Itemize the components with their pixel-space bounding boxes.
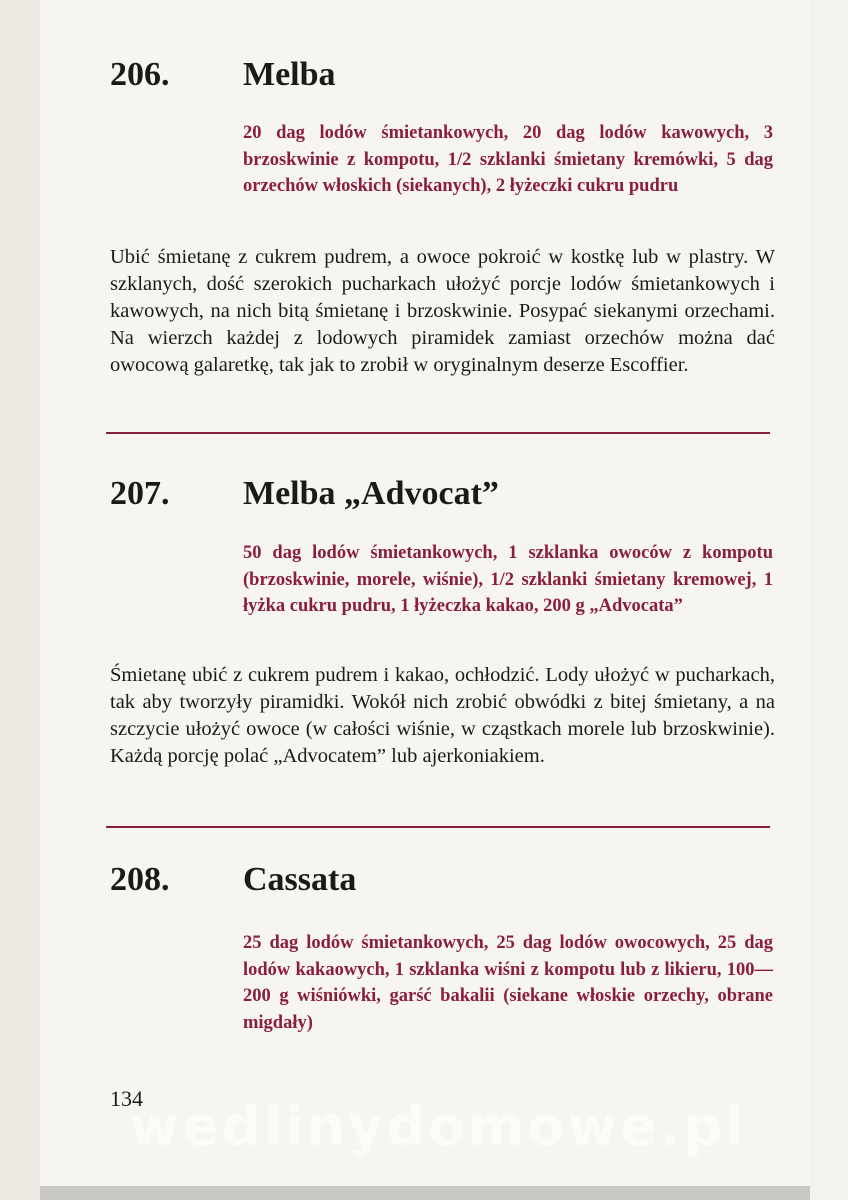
recipe-method: Ubić śmietanę z cukrem pudrem, a owoce pokroić w kostkę lub w plastry. W szklanych, dość szerokich pucharkach ułożyć porcje lodów śmietankowych i kawowych, na nich bitą śmietanę i brzoskwinie. Posypać siekanymi orzechami. Na wierzch każdej z lodowych piramidek zamiast orzechów można dać owocową galaretkę, tak jak to zrobił w oryginalnym deserze Escoffier. [110,246,775,376]
watermark: wedlinydomowe.pl [129,1095,747,1158]
page-number: 134 [110,1086,143,1111]
recipe-number: 208. [110,861,170,898]
recipe-method: Śmietanę ubić z cukrem pudrem i kakao, ochłodzić. Lody ułożyć w pucharkach, tak aby tworzyły piramidki. Wokół nich zrobić obwódki z bitej śmietany, a na szczycie ułożyć owoce (w całości wiśnie, w cząstkach morele lub brzoskwinie). Każdą porcję polać „Advocatem” lub ajerkoniakiem. [110,664,775,767]
recipe-ingredients: 25 dag lodów śmietankowych, 25 dag lodów owocowych, 25 dag lodów kakaowych, 1 szklanka wiśni z kompotu lub z likieru, 100—200 g wiśniówki, garść bakalii (siekane włoskie orzechy, obrane migdały) [243,933,773,1033]
page-edge [0,0,40,1200]
recipe-title: Melba „Advocat” [243,475,499,512]
recipe-ingredients: 50 dag lodów śmietankowych, 1 szklanka owoców z kompotu (brzoskwinie, morele, wiśnie), 1/2 szklanki śmietany kremowej, 1 łyżka cukru pudru, 1 łyżeczka kakao, 200 g „Advocata” [243,543,773,616]
scan-bottom-band [40,1186,810,1200]
recipe-divider [106,432,770,434]
recipe-divider [106,826,770,828]
recipe-title: Cassata [243,861,357,898]
recipe-ingredients: 20 dag lodów śmietankowych, 20 dag lodów kawowych, 3 brzoskwinie z kompotu, 1/2 szklanki śmietany kremówki, 5 dag orzechów włoskich (siekanych), 2 łyżeczki cukru pudru [243,123,773,196]
recipe-title: Melba [243,56,336,93]
recipe-number: 206. [110,56,170,93]
recipe-number: 207. [110,475,170,512]
